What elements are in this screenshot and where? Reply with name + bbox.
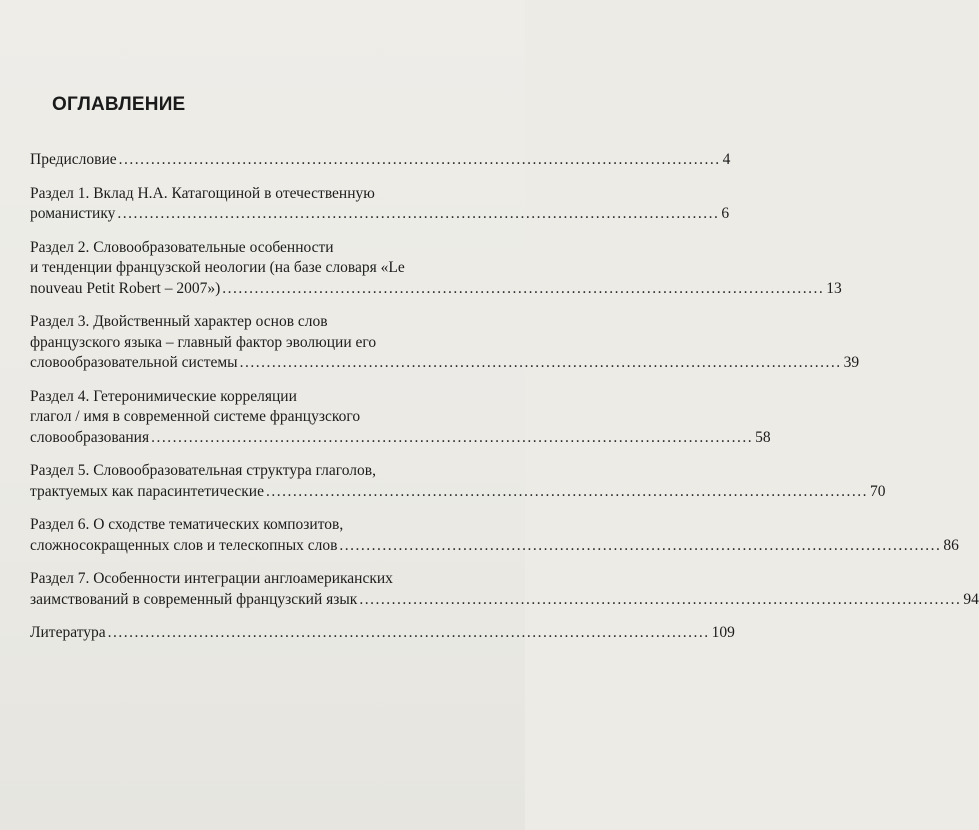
toc-entry-title: Раздел 3. Двойственный характер основ слов xyxy=(30,313,328,330)
toc-entry-preface xyxy=(30,150,731,171)
toc-entry-title: Раздел 2. Словообразовательные особенности xyxy=(30,238,334,256)
toc-entry-title: сложносокращенных слов и телескопных слов xyxy=(30,536,338,554)
toc-entry-title: французского языка – главный фактор эволюции его xyxy=(30,333,377,351)
toc-entry-bibliography xyxy=(30,623,735,644)
toc-entry-title: трактуемых как парасинтетические xyxy=(30,482,264,500)
toc-entry-title: Раздел 4. Гетеронимические корреляции xyxy=(30,387,297,405)
dot-leader: ................................................................................................................ xyxy=(222,279,825,297)
toc-entry-section-4 xyxy=(30,387,771,449)
toc-entry-section-1 xyxy=(30,184,730,225)
table-of-contents xyxy=(30,150,979,644)
toc-entry-section-5 xyxy=(30,461,886,502)
toc-entry-section-6 xyxy=(30,515,959,556)
dot-leader: ................................................................................................................ xyxy=(339,536,942,554)
toc-entry-title: Раздел 7. Особенности интеграции англоамериканских xyxy=(30,570,393,587)
toc-page-number: 6 xyxy=(721,205,730,222)
dot-leader: ................................................................................................................ xyxy=(239,354,842,371)
toc-entry-title: Раздел 1. Вклад Н.А. Катагощиной в отечественную xyxy=(30,184,375,202)
dot-leader: ................................................................................................................ xyxy=(117,205,720,222)
toc-entry-title: глагол / имя в современной системе французского xyxy=(30,408,361,425)
toc-entry-title: Литература xyxy=(30,624,106,641)
page-title: ОГЛАВЛЕНИЕ xyxy=(52,94,186,115)
toc-entry-title: словообразовательной системы xyxy=(30,354,238,371)
toc-page-number: 58 xyxy=(755,428,771,446)
toc-entry-title: Предисловие xyxy=(30,151,117,168)
toc-entry-title: Раздел 5. Словообразовательная структура глаголов, xyxy=(30,462,376,479)
toc-entry-section-3 xyxy=(30,312,860,374)
toc-page-number: 94 xyxy=(963,590,979,608)
toc-page-number: 39 xyxy=(843,354,860,371)
toc-page-number: 70 xyxy=(869,482,886,500)
toc-entry-title: Раздел 6. О сходстве тематических композитов, xyxy=(30,516,344,533)
dot-leader: ................................................................................................................ xyxy=(118,151,721,168)
toc-page-number: 13 xyxy=(826,279,842,297)
toc-page-number: 4 xyxy=(722,151,731,168)
toc-entry-section-2 xyxy=(30,238,842,300)
dot-leader: ................................................................................................................ xyxy=(151,428,754,446)
toc-entry-title: романистику xyxy=(30,205,116,222)
dot-leader: ................................................................................................................ xyxy=(265,482,868,500)
dot-leader: ................................................................................................................ xyxy=(107,624,710,641)
toc-entry-title: словообразования xyxy=(30,428,150,446)
toc-entry-title: заимствований в современный французский язык xyxy=(30,590,358,608)
dot-leader: ................................................................................................................ xyxy=(359,590,962,608)
toc-entry-section-7 xyxy=(30,569,979,610)
toc-entry-title: nouveau Petit Robert – 2007») xyxy=(30,279,221,297)
toc-entry-title: и тенденции французской неологии (на базе словаря «Le xyxy=(30,259,405,276)
toc-page-number: 109 xyxy=(711,624,735,641)
toc-page-number: 86 xyxy=(943,536,959,554)
